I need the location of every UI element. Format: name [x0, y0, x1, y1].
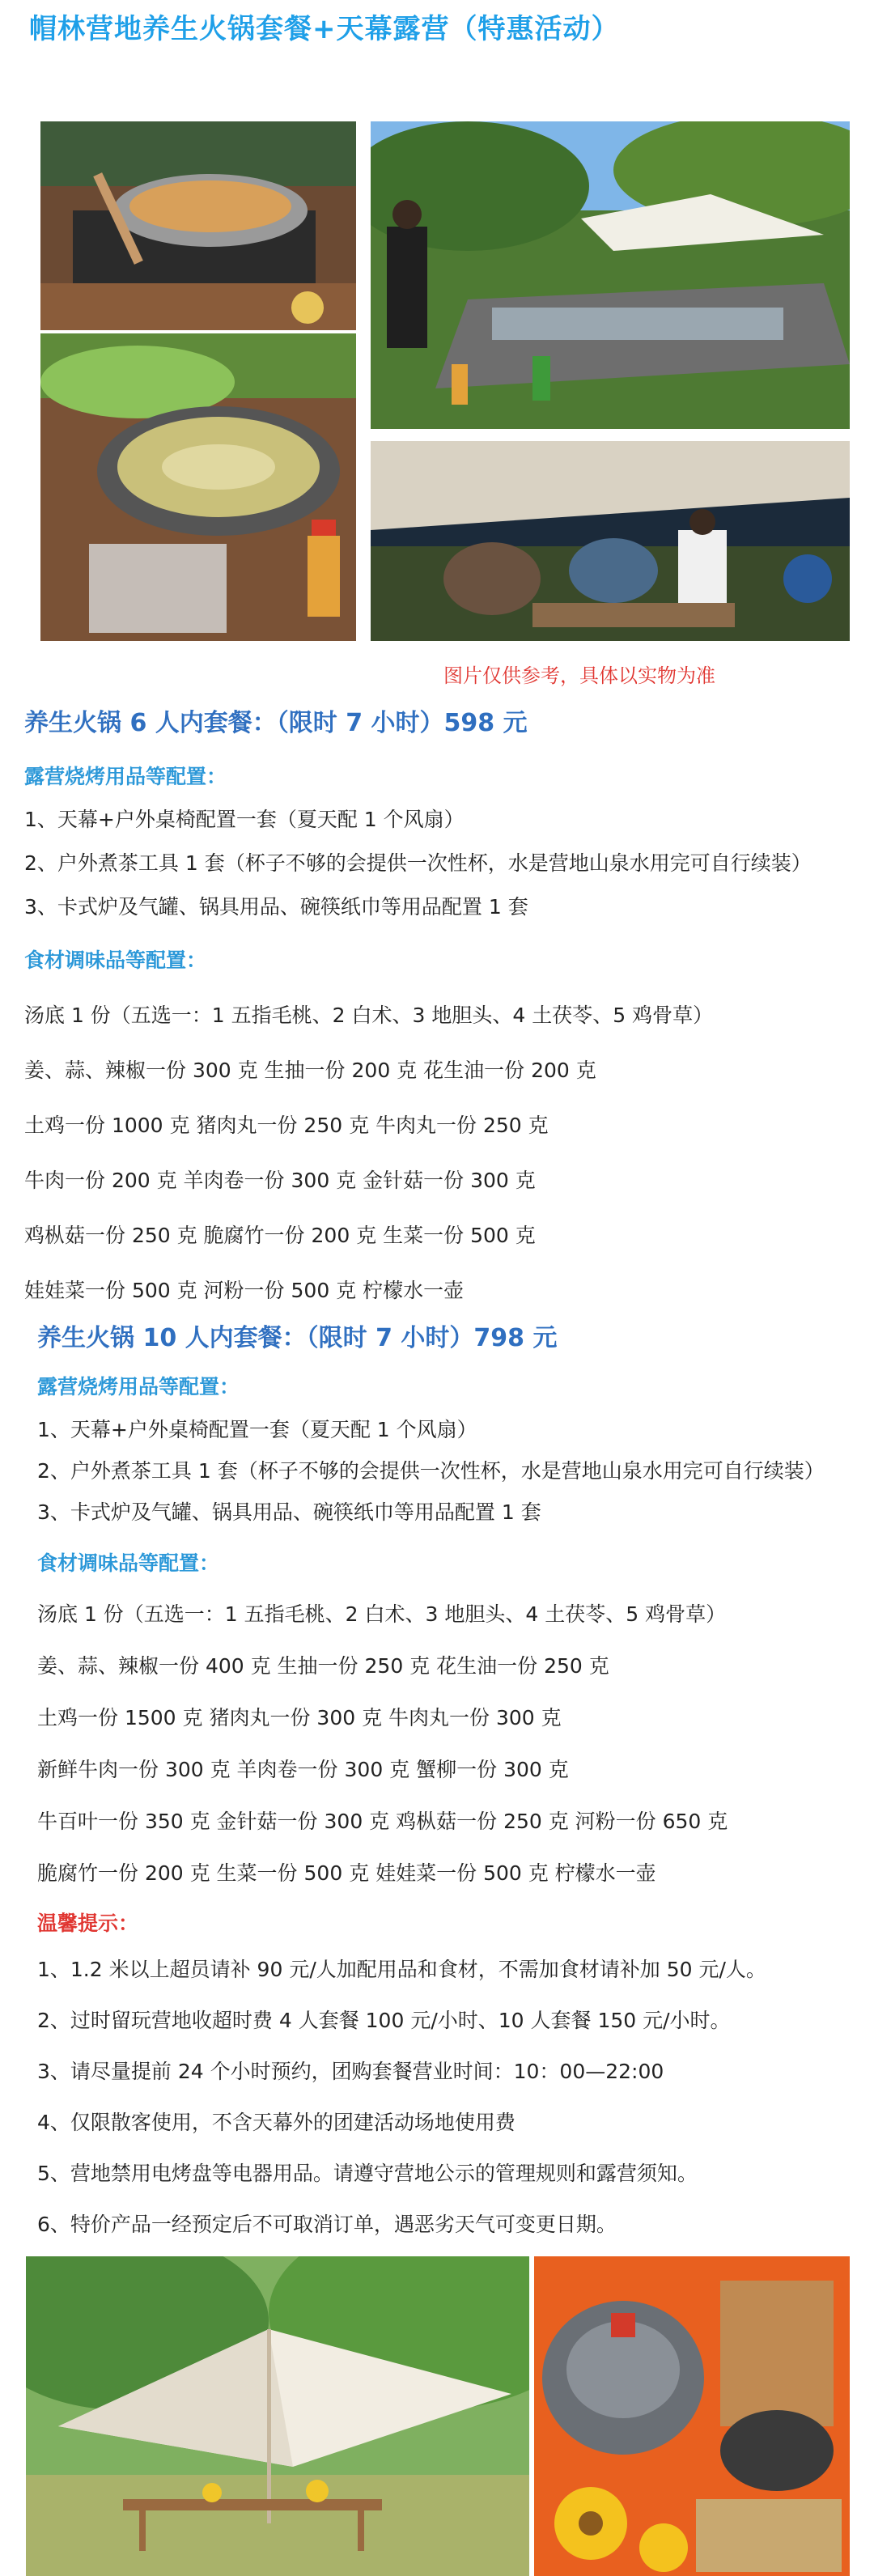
package6-food-title: 食材调味品等配置：	[24, 948, 207, 972]
image-disclaimer: 图片仅供参考，具体以实物为准	[443, 664, 715, 687]
package6-title: 养生火锅 6 人内套餐：（限时 7 小时）598 元	[24, 709, 528, 737]
package10-equip-item: 3、卡式炉及气罐、锅具用品、碗筷纸巾等用品配置 1 套	[37, 1500, 541, 1524]
package6-equip-item: 1、天幕+户外桌椅配置一套（夏天配 1 个风扇）	[24, 808, 465, 831]
package10-equip-title: 露营烧烤用品等配置：	[37, 1375, 240, 1398]
photo-camp-buffet	[371, 121, 850, 429]
photo-skewers-grill	[40, 121, 356, 330]
package6-equip-item: 2、户外煮茶工具 1 套（杯子不够的会提供一次性杯，水是营地山泉水用完可自行续装）	[24, 851, 812, 875]
package10-title: 养生火锅 10 人内套餐：（限时 7 小时）798 元	[37, 1324, 558, 1352]
tip-item: 4、仅限散客使用，不含天幕外的团建活动场地使用费	[37, 2111, 515, 2134]
photo-tea-kettle-set	[534, 2256, 850, 2576]
package10-food-item: 牛百叶一份 350 克 金针菇一份 300 克 鸡枞菇一份 250 克 河粉一份 650 克	[37, 1810, 728, 1833]
package6-food-item: 姜、蒜、辣椒一份 300 克 生抽一份 200 克 花生油一份 200 克	[24, 1059, 596, 1082]
tip-item: 5、营地禁用电烤盘等电器用品。请遵守营地公示的管理规则和露营须知。	[37, 2162, 698, 2185]
photo-canopy-tent	[26, 2256, 529, 2576]
package10-food-item: 土鸡一份 1500 克 猪肉丸一份 300 克 牛肉丸一份 300 克	[37, 1706, 562, 1729]
page-title: 帽林营地养生火锅套餐+天幕露营（特惠活动）	[29, 13, 620, 45]
package6-food-item: 汤底 1 份（五选一：1 五指毛桃、2 白术、3 地胆头、4 土茯苓、5 鸡骨草）	[24, 1004, 714, 1027]
photo-night-dinner	[371, 441, 850, 641]
package10-food-item: 脆腐竹一份 200 克 生菜一份 500 克 娃娃菜一份 500 克 柠檬水一壶	[37, 1861, 656, 1885]
tip-item: 2、过时留玩营地收超时费 4 人套餐 100 元/小时、10 人套餐 150 元/小时。	[37, 2009, 731, 2032]
package6-food-item: 土鸡一份 1000 克 猪肉丸一份 250 克 牛肉丸一份 250 克	[24, 1114, 549, 1137]
package10-equip-item: 2、户外煮茶工具 1 套（杯子不够的会提供一次性杯，水是营地山泉水用完可自行续装）	[37, 1459, 825, 1483]
tip-item: 6、特价产品一经预定后不可取消订单，遇恶劣天气可变更日期。	[37, 2213, 617, 2236]
package10-food-title: 食材调味品等配置：	[37, 1551, 220, 1575]
package10-food-item: 姜、蒜、辣椒一份 400 克 生抽一份 250 克 花生油一份 250 克	[37, 1654, 609, 1678]
tip-item: 3、请尽量提前 24 个小时预约，团购套餐营业时间：10：00—22:00	[37, 2060, 664, 2083]
tips-title: 温馨提示：	[37, 1912, 139, 1935]
package10-food-item: 新鲜牛肉一份 300 克 羊肉卷一份 300 克 蟹柳一份 300 克	[37, 1758, 569, 1781]
tip-item: 1、1.2 米以上超员请补 90 元/人加配用品和食材，不需加食材请补加 50 元/人。	[37, 1958, 766, 1981]
package6-food-item: 娃娃菜一份 500 克 河粉一份 500 克 柠檬水一壶	[24, 1279, 465, 1302]
package6-equip-item: 3、卡式炉及气罐、锅具用品、碗筷纸巾等用品配置 1 套	[24, 895, 528, 919]
photo-hotpot	[40, 333, 356, 641]
package6-food-item: 牛肉一份 200 克 羊肉卷一份 300 克 金针菇一份 300 克	[24, 1169, 536, 1192]
package6-food-item: 鸡枞菇一份 250 克 脆腐竹一份 200 克 生菜一份 500 克	[24, 1224, 536, 1247]
package10-equip-item: 1、天幕+户外桌椅配置一套（夏天配 1 个风扇）	[37, 1418, 477, 1441]
package10-food-item: 汤底 1 份（五选一：1 五指毛桃、2 白术、3 地胆头、4 土茯苓、5 鸡骨草）	[37, 1602, 727, 1626]
package6-equip-title: 露营烧烤用品等配置：	[24, 765, 227, 788]
